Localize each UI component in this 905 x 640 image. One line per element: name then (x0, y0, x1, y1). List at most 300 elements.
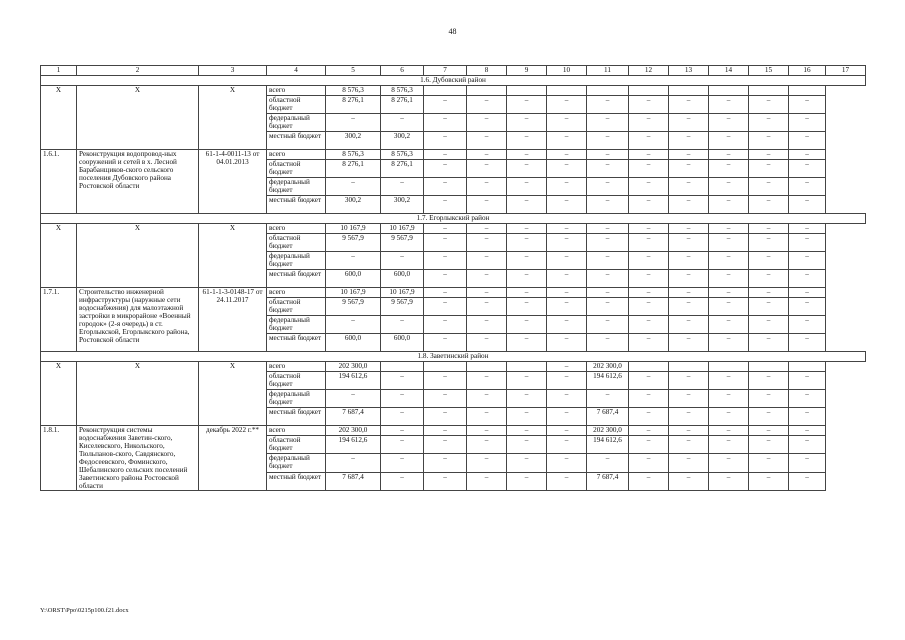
amount-cell: – (749, 298, 789, 316)
amount-cell: – (709, 288, 749, 298)
amount-cell: – (587, 224, 629, 234)
amount-cell: – (507, 390, 547, 408)
amount-cell: – (507, 298, 547, 316)
amount-cell: 10 167,9 (381, 288, 424, 298)
amount-cell: – (789, 252, 826, 270)
amount-cell: 600,0 (326, 334, 381, 352)
amount-cell: – (709, 472, 749, 490)
amount-cell: – (629, 270, 669, 288)
amount-cell: – (587, 160, 629, 178)
amount-cell (587, 86, 629, 96)
amount-cell: – (789, 408, 826, 426)
amount-cell (629, 362, 669, 372)
item-number-cell: 1.6.1. (41, 150, 77, 214)
amount-cell: – (669, 316, 709, 334)
item-number-cell: 1.8.1. (41, 426, 77, 491)
amount-cell: – (789, 234, 826, 252)
amount-cell: – (587, 178, 629, 196)
amount-cell: – (547, 390, 587, 408)
expertise-code-cell: Х (199, 224, 267, 288)
amount-cell: – (547, 372, 587, 390)
amount-cell (507, 362, 547, 372)
amount-cell: 9 567,9 (381, 298, 424, 316)
column-number-cell: 1 (41, 66, 77, 76)
table-row (41, 224, 866, 234)
amount-cell: – (749, 252, 789, 270)
amount-cell: – (424, 252, 467, 270)
amount-cell: – (629, 472, 669, 490)
amount-cell: – (381, 390, 424, 408)
amount-cell: – (629, 234, 669, 252)
amount-cell: – (587, 270, 629, 288)
funding-source-cell: местный бюджет (267, 132, 326, 150)
funding-source-cell: всего (267, 86, 326, 96)
amount-cell: – (709, 390, 749, 408)
amount-cell: – (424, 196, 467, 214)
funding-source-cell: федеральный бюджет (267, 390, 326, 408)
amount-cell: – (789, 390, 826, 408)
amount-cell: – (709, 426, 749, 436)
amount-cell: – (424, 178, 467, 196)
amount-cell (709, 362, 749, 372)
amount-cell: – (749, 334, 789, 352)
amount-cell: 300,2 (326, 132, 381, 150)
amount-cell: – (326, 316, 381, 334)
amount-cell: 8 276,1 (326, 96, 381, 114)
amount-cell: – (381, 436, 424, 454)
expertise-code-cell: декабрь 2022 г.** (199, 426, 267, 491)
amount-cell: – (467, 114, 507, 132)
amount-cell: – (587, 150, 629, 160)
amount-cell: – (467, 196, 507, 214)
amount-cell: – (326, 454, 381, 472)
amount-cell (467, 362, 507, 372)
amount-cell: – (749, 270, 789, 288)
amount-cell: – (424, 334, 467, 352)
amount-cell: – (424, 288, 467, 298)
amount-cell: – (547, 362, 587, 372)
column-number-cell: 14 (709, 66, 749, 76)
amount-cell: – (424, 224, 467, 234)
amount-cell: – (467, 390, 507, 408)
amount-cell: – (629, 288, 669, 298)
amount-cell: – (709, 160, 749, 178)
row-number-cell: Х (41, 86, 77, 150)
funding-source-cell: областной бюджет (267, 96, 326, 114)
section-title-row (41, 214, 866, 224)
amount-cell (507, 86, 547, 96)
table-row (41, 426, 866, 436)
column-number-cell: 17 (826, 66, 866, 76)
amount-cell: – (629, 114, 669, 132)
amount-cell (789, 86, 826, 96)
amount-cell: – (467, 298, 507, 316)
amount-cell: – (629, 132, 669, 150)
column-number-cell: 16 (789, 66, 826, 76)
amount-cell: 7 687,4 (326, 408, 381, 426)
amount-cell: – (669, 270, 709, 288)
amount-cell (669, 86, 709, 96)
amount-cell: – (629, 372, 669, 390)
expertise-code-cell: Х (199, 86, 267, 150)
amount-cell: – (587, 316, 629, 334)
amount-cell: – (424, 472, 467, 490)
amount-cell: – (629, 390, 669, 408)
object-name-cell: Х (77, 362, 199, 426)
amount-cell: – (547, 132, 587, 150)
amount-cell: – (709, 96, 749, 114)
amount-cell: – (709, 224, 749, 234)
amount-cell: – (629, 160, 669, 178)
amount-cell: – (669, 472, 709, 490)
amount-cell: – (789, 334, 826, 352)
column-number-cell: 10 (547, 66, 587, 76)
column-number-cell: 13 (669, 66, 709, 76)
amount-cell: 194 612,6 (587, 436, 629, 454)
amount-cell: – (507, 150, 547, 160)
amount-cell: – (424, 270, 467, 288)
amount-cell: – (749, 316, 789, 334)
amount-cell: 600,0 (381, 270, 424, 288)
amount-cell: – (507, 372, 547, 390)
funding-source-cell: местный бюджет (267, 408, 326, 426)
amount-cell: – (709, 178, 749, 196)
amount-cell: – (547, 252, 587, 270)
funding-source-cell: всего (267, 426, 326, 436)
amount-cell: 202 300,0 (587, 362, 629, 372)
amount-cell: – (629, 334, 669, 352)
amount-cell: 8 276,1 (381, 160, 424, 178)
object-name-cell: Реконструкция системы водоснабжения Заветин-ского, Киселевского, Никольского, Тюльпанов-ского, Савдянского, Федосеевского, Фоминского, Шебалинского сельских поселений Заветинского района Ростовской области (77, 426, 199, 491)
amount-cell: – (629, 408, 669, 426)
column-number-cell: 3 (199, 66, 267, 76)
amount-cell: – (789, 150, 826, 160)
amount-cell: – (669, 334, 709, 352)
amount-cell: – (507, 224, 547, 234)
amount-cell: – (547, 288, 587, 298)
item-number-cell: 1.7.1. (41, 288, 77, 352)
amount-cell: – (326, 252, 381, 270)
amount-cell: – (629, 96, 669, 114)
amount-cell: – (709, 252, 749, 270)
amount-cell: – (424, 436, 467, 454)
amount-cell: – (749, 390, 789, 408)
funding-source-cell: областной бюджет (267, 160, 326, 178)
amount-cell: – (789, 178, 826, 196)
amount-cell: 300,2 (381, 196, 424, 214)
amount-cell: 9 567,9 (326, 298, 381, 316)
amount-cell: – (709, 334, 749, 352)
amount-cell: – (547, 270, 587, 288)
amount-cell: – (749, 96, 789, 114)
funding-source-cell: всего (267, 150, 326, 160)
amount-cell: – (547, 224, 587, 234)
amount-cell: 10 167,9 (381, 224, 424, 234)
amount-cell: – (507, 334, 547, 352)
amount-cell: – (467, 252, 507, 270)
amount-cell: – (507, 160, 547, 178)
amount-cell: – (749, 196, 789, 214)
amount-cell: – (789, 454, 826, 472)
amount-cell: 8 576,3 (381, 86, 424, 96)
table-row (41, 362, 866, 372)
budget-table (40, 65, 866, 491)
amount-cell: – (709, 270, 749, 288)
amount-cell: – (507, 472, 547, 490)
amount-cell: – (381, 114, 424, 132)
amount-cell: – (669, 454, 709, 472)
amount-cell: – (467, 426, 507, 436)
amount-cell: – (669, 426, 709, 436)
page-number: 48 (448, 27, 457, 36)
amount-cell: – (424, 96, 467, 114)
amount-cell: – (547, 472, 587, 490)
amount-cell: – (789, 132, 826, 150)
amount-cell: 194 612,6 (587, 372, 629, 390)
amount-cell: – (424, 150, 467, 160)
amount-cell: – (507, 114, 547, 132)
amount-cell: – (424, 426, 467, 436)
amount-cell: – (749, 114, 789, 132)
amount-cell: – (547, 454, 587, 472)
amount-cell: – (467, 178, 507, 196)
amount-cell: – (424, 298, 467, 316)
amount-cell: – (749, 472, 789, 490)
amount-cell: – (669, 150, 709, 160)
amount-cell: – (669, 390, 709, 408)
amount-cell: 7 687,4 (587, 472, 629, 490)
amount-cell: – (467, 316, 507, 334)
amount-cell: – (467, 234, 507, 252)
amount-cell: – (629, 178, 669, 196)
amount-cell: – (424, 160, 467, 178)
amount-cell: 8 576,3 (326, 150, 381, 160)
amount-cell: – (467, 160, 507, 178)
amount-cell: – (587, 114, 629, 132)
amount-cell: – (507, 436, 547, 454)
amount-cell: – (789, 316, 826, 334)
amount-cell: – (789, 426, 826, 436)
amount-cell: – (424, 454, 467, 472)
amount-cell: – (629, 316, 669, 334)
object-name-cell: Реконструкция водопровод-ных сооружений и сетей в х. Лесной Барабанщиков-ского сельского поселения Дубовского района Ростовской области (77, 150, 199, 214)
table-row (41, 86, 866, 96)
expertise-code-cell: Х (199, 362, 267, 426)
amount-cell: – (547, 178, 587, 196)
funding-source-cell: местный бюджет (267, 270, 326, 288)
amount-cell: – (587, 96, 629, 114)
amount-cell: – (709, 196, 749, 214)
amount-cell: – (587, 334, 629, 352)
section-title: 1.7. Егорлыкский район (41, 214, 866, 224)
amount-cell: – (467, 436, 507, 454)
amount-cell: – (749, 408, 789, 426)
amount-cell: – (547, 298, 587, 316)
amount-cell: – (709, 234, 749, 252)
table-row (41, 288, 866, 298)
amount-cell: – (749, 436, 789, 454)
amount-cell: – (467, 288, 507, 298)
amount-cell: – (547, 408, 587, 426)
amount-cell: – (507, 454, 547, 472)
amount-cell (749, 362, 789, 372)
amount-cell: – (381, 408, 424, 426)
amount-cell: – (629, 224, 669, 234)
column-number-cell: 8 (467, 66, 507, 76)
amount-cell: – (467, 270, 507, 288)
amount-cell: 9 567,9 (381, 234, 424, 252)
funding-source-cell: федеральный бюджет (267, 114, 326, 132)
funding-source-cell: местный бюджет (267, 334, 326, 352)
funding-source-cell: федеральный бюджет (267, 454, 326, 472)
object-name-cell: Строительство инженерной инфраструктуры (наружные сети водоснабжения) для малоэтажной застройки в микрорайоне «Военный городок» (2-я очередь) в ст. Егорлыкской, Егорлыкского района, Ростовской области (77, 288, 199, 352)
amount-cell: 202 300,0 (326, 426, 381, 436)
amount-cell: – (749, 372, 789, 390)
amount-cell (547, 86, 587, 96)
amount-cell: – (789, 160, 826, 178)
amount-cell: – (381, 178, 424, 196)
expertise-code-cell: 61-1-4-0011-13 от 04.01.2013 (199, 150, 267, 214)
amount-cell: – (467, 150, 507, 160)
amount-cell: – (789, 114, 826, 132)
amount-cell: – (789, 288, 826, 298)
amount-cell: – (789, 372, 826, 390)
amount-cell: 10 167,9 (326, 288, 381, 298)
funding-source-cell: областной бюджет (267, 234, 326, 252)
amount-cell (749, 86, 789, 96)
funding-source-cell: федеральный бюджет (267, 316, 326, 334)
amount-cell (381, 362, 424, 372)
amount-cell (709, 86, 749, 96)
funding-source-cell: местный бюджет (267, 472, 326, 490)
amount-cell: 7 687,4 (587, 408, 629, 426)
amount-cell: – (547, 334, 587, 352)
column-number-cell: 12 (629, 66, 669, 76)
amount-cell: – (789, 436, 826, 454)
section-title-row (41, 352, 866, 362)
amount-cell: 202 300,0 (587, 426, 629, 436)
amount-cell: – (467, 224, 507, 234)
amount-cell: – (587, 234, 629, 252)
amount-cell: – (381, 454, 424, 472)
column-number-cell: 7 (424, 66, 467, 76)
amount-cell: 8 276,1 (381, 96, 424, 114)
amount-cell: – (789, 472, 826, 490)
funding-source-cell: областной бюджет (267, 436, 326, 454)
table-row (41, 150, 866, 160)
amount-cell: – (629, 298, 669, 316)
amount-cell: – (587, 288, 629, 298)
column-number-cell: 9 (507, 66, 547, 76)
amount-cell: – (424, 132, 467, 150)
amount-cell: – (547, 196, 587, 214)
amount-cell: – (326, 114, 381, 132)
amount-cell: – (669, 114, 709, 132)
funding-source-cell: федеральный бюджет (267, 178, 326, 196)
amount-cell: – (547, 96, 587, 114)
amount-cell: – (709, 298, 749, 316)
amount-cell: – (789, 298, 826, 316)
amount-cell: – (629, 436, 669, 454)
amount-cell: – (587, 132, 629, 150)
amount-cell (424, 86, 467, 96)
amount-cell: 202 300,0 (326, 362, 381, 372)
amount-cell: – (669, 234, 709, 252)
amount-cell: – (789, 96, 826, 114)
amount-cell: – (424, 372, 467, 390)
amount-cell: – (749, 234, 789, 252)
amount-cell: 194 612,6 (326, 372, 381, 390)
funding-source-cell: местный бюджет (267, 196, 326, 214)
amount-cell: – (749, 288, 789, 298)
amount-cell: – (669, 408, 709, 426)
amount-cell (424, 362, 467, 372)
amount-cell (789, 362, 826, 372)
column-number-cell: 5 (326, 66, 381, 76)
amount-cell: – (507, 426, 547, 436)
amount-cell: – (587, 298, 629, 316)
column-number-cell: 2 (77, 66, 199, 76)
amount-cell: – (424, 408, 467, 426)
amount-cell: – (669, 224, 709, 234)
funding-source-cell: федеральный бюджет (267, 252, 326, 270)
amount-cell: – (749, 160, 789, 178)
amount-cell: – (547, 436, 587, 454)
amount-cell: – (381, 372, 424, 390)
amount-cell: – (587, 454, 629, 472)
amount-cell: 194 612,6 (326, 436, 381, 454)
amount-cell: – (669, 288, 709, 298)
amount-cell: – (467, 472, 507, 490)
amount-cell: 8 576,3 (326, 86, 381, 96)
amount-cell: 600,0 (326, 270, 381, 288)
row-number-cell: Х (41, 224, 77, 288)
column-number-row (41, 66, 866, 76)
amount-cell: – (749, 426, 789, 436)
amount-cell: – (789, 196, 826, 214)
amount-cell: – (669, 298, 709, 316)
amount-cell: – (424, 316, 467, 334)
amount-cell: – (789, 224, 826, 234)
amount-cell: – (709, 454, 749, 472)
amount-cell: 300,2 (326, 196, 381, 214)
amount-cell: – (629, 454, 669, 472)
amount-cell: – (669, 178, 709, 196)
column-number-cell: 15 (749, 66, 789, 76)
object-name-cell: Х (77, 86, 199, 150)
amount-cell: – (709, 316, 749, 334)
amount-cell: – (587, 390, 629, 408)
amount-cell: – (507, 178, 547, 196)
amount-cell: – (629, 252, 669, 270)
amount-cell: – (507, 96, 547, 114)
amount-cell (669, 362, 709, 372)
amount-cell: – (507, 132, 547, 150)
amount-cell: 8 576,3 (381, 150, 424, 160)
amount-cell: – (749, 454, 789, 472)
section-title: 1.6. Дубовский район (41, 76, 866, 86)
row-number-cell: Х (41, 362, 77, 426)
amount-cell: – (507, 288, 547, 298)
column-number-cell: 11 (587, 66, 629, 76)
amount-cell: – (669, 372, 709, 390)
funding-source-cell: всего (267, 288, 326, 298)
amount-cell: 7 687,4 (326, 472, 381, 490)
amount-cell: – (467, 372, 507, 390)
amount-cell: – (326, 390, 381, 408)
amount-cell: – (507, 234, 547, 252)
amount-cell: – (587, 252, 629, 270)
